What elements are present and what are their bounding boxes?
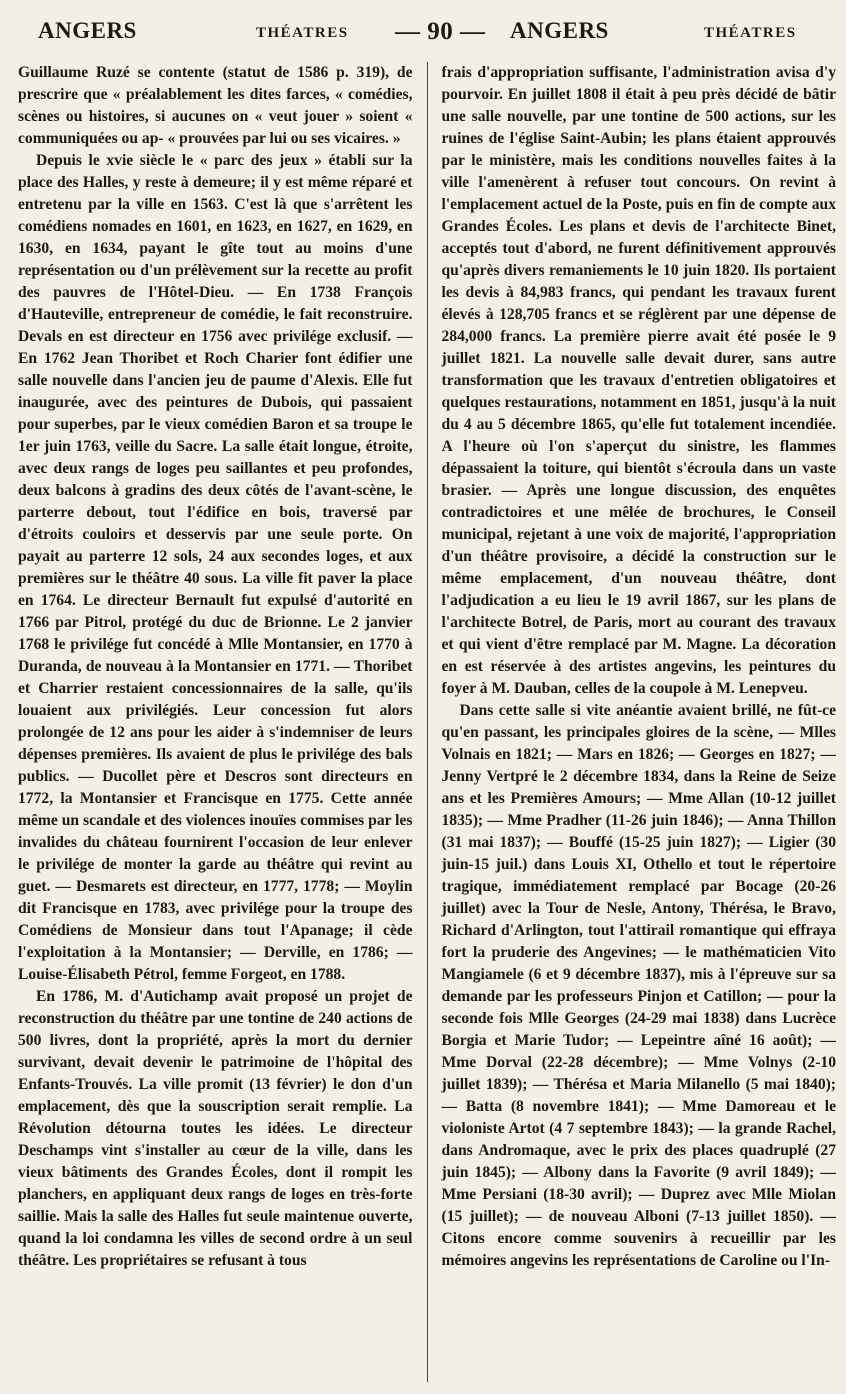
header-left-section: THÉATRES xyxy=(256,25,349,41)
text-columns xyxy=(18,62,836,1382)
paragraph: En 1786, M. d'Autichamp avait proposé un projet de reconstruction du théâtre par une tontine de 240 actions de 500 livres, dont la propriété, après la mort du dernier survivant, devait devenir le patrimoine de l'hôpital des Enfants-Trouvés. La ville promit (13 février) le don d'un emplacement, dès que la souscription serait remplie. La Révolution détourna toutes les idées. Le directeur Deschamps vint s'installer au cœur de la ville, dans les vieux bâtiments des Grandes Écoles, dont il rompit les planchers, en appliquant deux rangs de loges en très-forte saillie. Mais la salle des Halles fut seule maintenue ouverte, quand la loi condamna les villes de second ordre à un seul théâtre. Les propriétaires se refusant à tous xyxy=(18,988,413,1269)
right-column xyxy=(427,62,837,1382)
left-column xyxy=(18,62,413,1382)
header-right-section: THÉATRES xyxy=(704,25,797,41)
paragraph: frais d'appropriation suffisante, l'administration avisa d'y pourvoir. En juillet 1808 il était à peu près décidé de bâtir une salle nouvelle, par une tontine de 500 actions, sur les ruines de l'église Saint-Aubin; les plans étaient approuvés par le ministère, mais les conditions nouvelles faites à la ville l'amenèrent à refuser tout concours. On revint à l'emplacement actuel de la Poste, puis en fin de compte aux Grandes Écoles. Les plans et devis de l'architecte Binet, acceptés tout d'abord, ne furent définitivement approuvés qu'après divers remaniements le 10 juin 1820. Ils portaient les devis à 84,983 francs, qui pendant les travaux furent élevés à 128,705 francs et se réglèrent par une dépense de 284,000 francs. La première pierre avait été posée le 9 juillet 1821. La nouvelle salle devait durer, sans autre transformation que les travaux d'entretien obligatoires et quelques restaurations, notamment en 1851, jusqu'à la nuit du 4 au 5 décembre 1865, qu'elle fut totalement incendiée. A l'heure où l'on s'aperçut du sinistre, les flammes dépassaient la toiture, qui bientôt s'écroula dans un vaste brasier. — Après une longue discussion, des enquêtes contradictoires et une mêlée de brochures, le Conseil municipal, rejetant à une voix de majorité, l'appropriation d'un théâtre provisoire, a décidé la construction sur le même emplacement, d'un nouveau théâtre, dont l'adjudication a eu lieu le 19 avril 1867, sur les plans de l'architecte Botrel, de Paris, mort au courant des travaux et qui vient d'être remplacé par M. Magne. La décoration en est réservée à des artistes angevins, les peintures du foyer à M. Dauban, celles de la coupole à M. Lenepveu. xyxy=(441,64,836,697)
paragraph: Guillaume Ruzé se contente (statut de 1586 p. 319), de prescrire que « préalablement les dites farces, « comédies, scènes ou histoires, si aucunes on « veut jouer » soient « communiquées ou ap- « prouvées par lui ou ses vicaires. » xyxy=(18,64,413,147)
paragraph: Dans cette salle si vite anéantie avaient brillé, ne fût-ce qu'en passant, les principales gloires de la scène, — Mlles Volnais en 1821; — Mars en 1826; — Georges en 1827; — Jenny Vertpré le 2 décembre 1834, dans la Reine de Seize ans et les Premières Amours; — Mme Allan (10-12 juillet 1835); — Mme Pradher (11-26 juin 1846); — Anna Thillon (31 mai 1837); — Bouffé (15-25 juin 1827); — Ligier (30 juin-15 juil.) dans Louis XI, Othello et tout le répertoire tragique, immédiatement remplacé par Bocage (20-26 juillet) avec la Tour de Nesle, Antony, Thérésa, le Bravo, Richard d'Arlington, tout l'attirail romantique qui effraya fort la pruderie des Angevines; — le mathématicien Vito Mangiamele (6 et 9 décembre 1837), mis à l'épreuve sur sa demande par les professeurs Pinjon et Catillon; — pour la seconde fois Mlle Georges (24-29 mai 1838) dans Lucrèce Borgia et Marie Tudor; — Lepeintre aîné 16 août); — Mme Dorval (22-28 décembre); — Mme Volnys (2-10 juillet 1839); — Thérésa et Maria Milanello (5 mai 1840); — Batta (8 novembre 1841); — Mme Damoreau et le violoniste Artot (4 7 septembre 1843); — la grande Rachel, dans Andromaque, avec le prix des places quadruplé (27 juin 1845); — Albony dans la Favorite (9 avril 1849); — Mme Persiani (18-30 avril); — Duprez avec Mlle Miolan (15 juillet); — de nouveau Alboni (7-13 juillet 1850). — Citons encore comme souvenirs à recueillir par les mémoires angevins les représentations de Caroline ou l'In- xyxy=(441,702,836,1269)
running-header xyxy=(0,0,846,62)
header-left-title: ANGERS xyxy=(38,18,137,43)
page-number: — 90 — xyxy=(395,18,486,45)
header-right-title: ANGERS xyxy=(510,18,609,43)
paragraph: Depuis le xvie siècle le « parc des jeux » établi sur la place des Halles, y reste à demeure; il y est même réparé et entretenu par la ville en 1563. C'est là que s'arrêtent les comédiens nomades en 1601, en 1623, en 1627, en 1629, en 1630, en 1634, payant le gîte tout au moins d'une représentation ou d'un prélèvement sur la recette au profit des pauvres de l'Hôtel-Dieu. — En 1738 François d'Hauteville, entrepreneur de comédie, le fait reconstruire. Devals en est directeur en 1756 avec privilége exclusif. — En 1762 Jean Thoribet et Roch Charier font édifier une salle nouvelle dans l'ancien jeu de paume d'Alexis. Elle fut inaugurée, avec des peintures de Dubois, qui passaient pour superbes, par le vieux comédien Baron et sa troupe le 1er juin 1763, veille du Sacre. La salle était longue, étroite, avec deux rangs de loges peu saillantes et peu profondes, deux balcons à gradins des deux côtés de l'avant-scène, le parterre debout, tout l'édifice en bois, traversé par d'étroits couloirs et desservis par une seule porte. On payait au parterre 12 sols, 24 aux secondes loges, et aux premières sur le théâtre 40 sous. La ville fit paver la place en 1764. Le directeur Bernault fut expulsé d'autorité en 1766 par Pitrol, protégé du duc de Brionne. Le 2 janvier 1768 le privilége fut concédé à Mlle Montansier, en 1770 à Duranda, de nouveau à la Montansier en 1771. — Thoribet et Charrier restaient concessionnaires de la salle, qu'ils louaient aux privilégiés. Leur concession fut alors prolongée de 12 ans pour les aider à s'indemniser de leurs dépenses premières. Ils avaient de plus le privilége des bals publics. — Ducollet père et Descros sont directeurs en 1772, la Montansier et Francisque en 1775. Cette année même un scandale et des violences inouïes commises par les invalides du château fournirent l'occasion de leur enlever le privilége de monter la garde au théâtre qui revint au guet. — Desmarets est directeur, en 1777, 1778; — Moylin dit Francisque en 1783, avec privilége pour la troupe des Comédiens de Monsieur dans tout l'Apanage; il cède l'exploitation à la Montansier; — Derville, en 1786; — Louise-Élisabeth Pétrol, femme Forgeot, en 1788. xyxy=(18,152,413,983)
